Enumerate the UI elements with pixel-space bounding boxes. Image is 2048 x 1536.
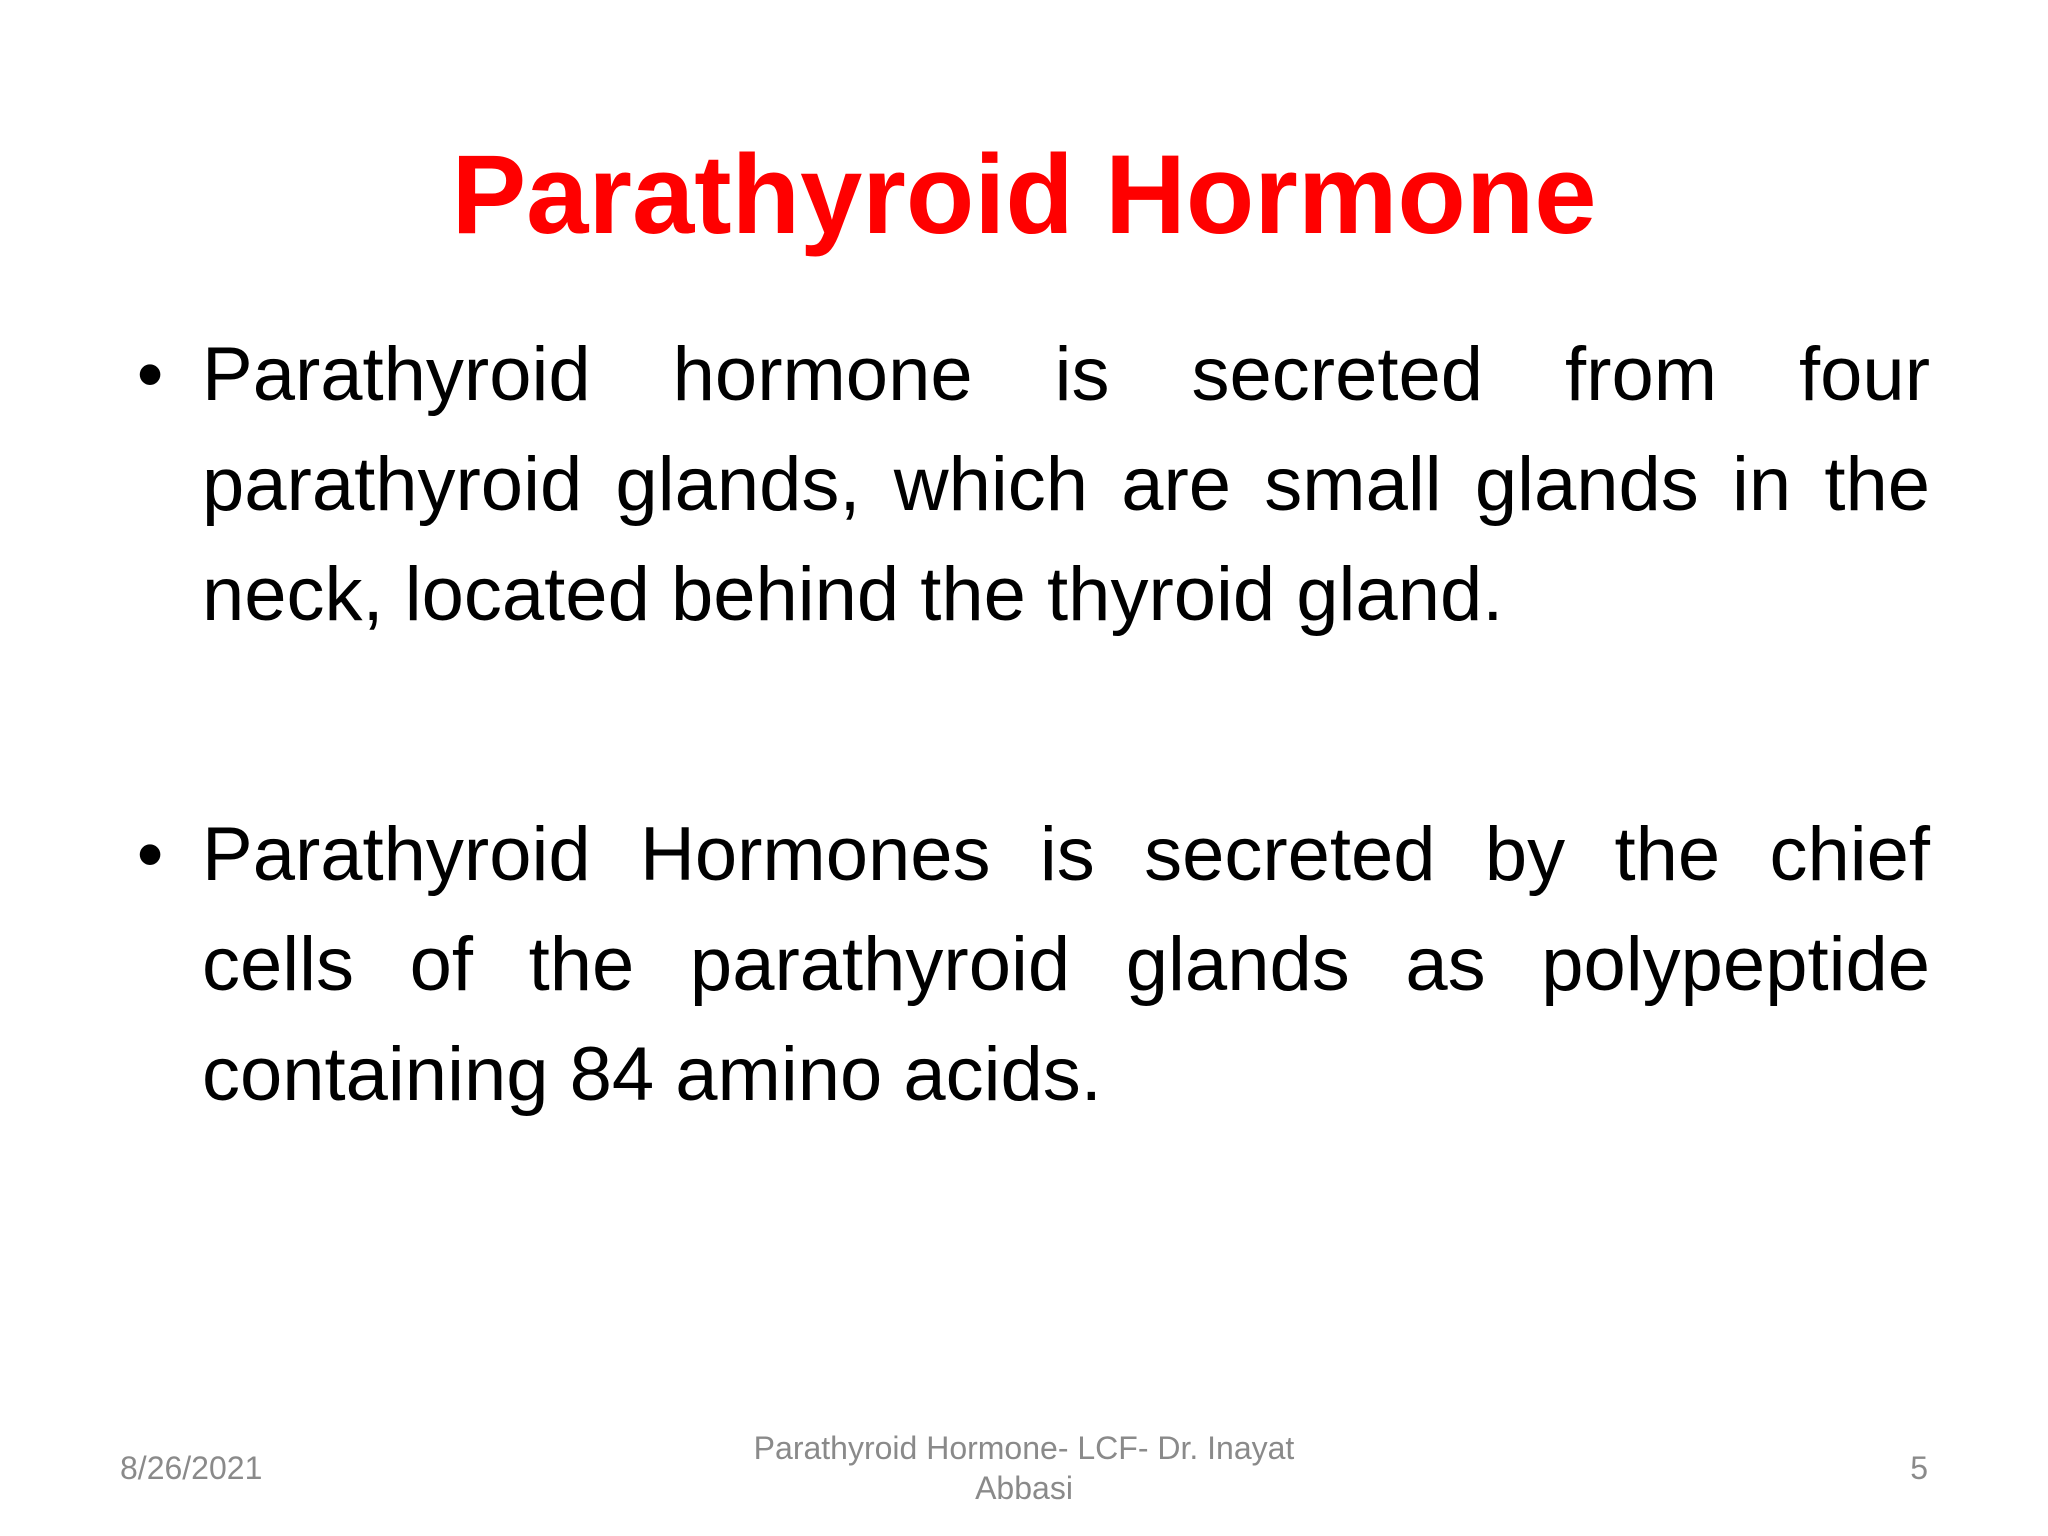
footer-title-line1: Parathyroid Hormone- LCF- Dr. Inayat: [753, 1430, 1295, 1466]
footer-title: [724, 1428, 1324, 1508]
slide-title: Parathyroid Hormone: [451, 132, 1597, 257]
footer-title-line2: Abbasi: [975, 1470, 1073, 1506]
page-number: 5: [1910, 1450, 1928, 1486]
bullet-item: [120, 320, 1930, 650]
bullet-marker: •: [136, 812, 164, 897]
footer-date: 8/26/2021: [120, 1450, 263, 1486]
bullet-text: Parathyroid hormone is secreted from four parathyroid glands, which are small glands in the neck, located behind the thyroid gland.: [202, 332, 1930, 637]
bullet-text: Parathyroid Hormones is secreted by the chief cells of the parathyroid glands as polypeptide containing 84 amino acids.: [202, 812, 1930, 1117]
bullet-marker: •: [136, 332, 164, 417]
bullet-list: [120, 320, 1930, 1130]
bullet-item: [120, 800, 1930, 1130]
